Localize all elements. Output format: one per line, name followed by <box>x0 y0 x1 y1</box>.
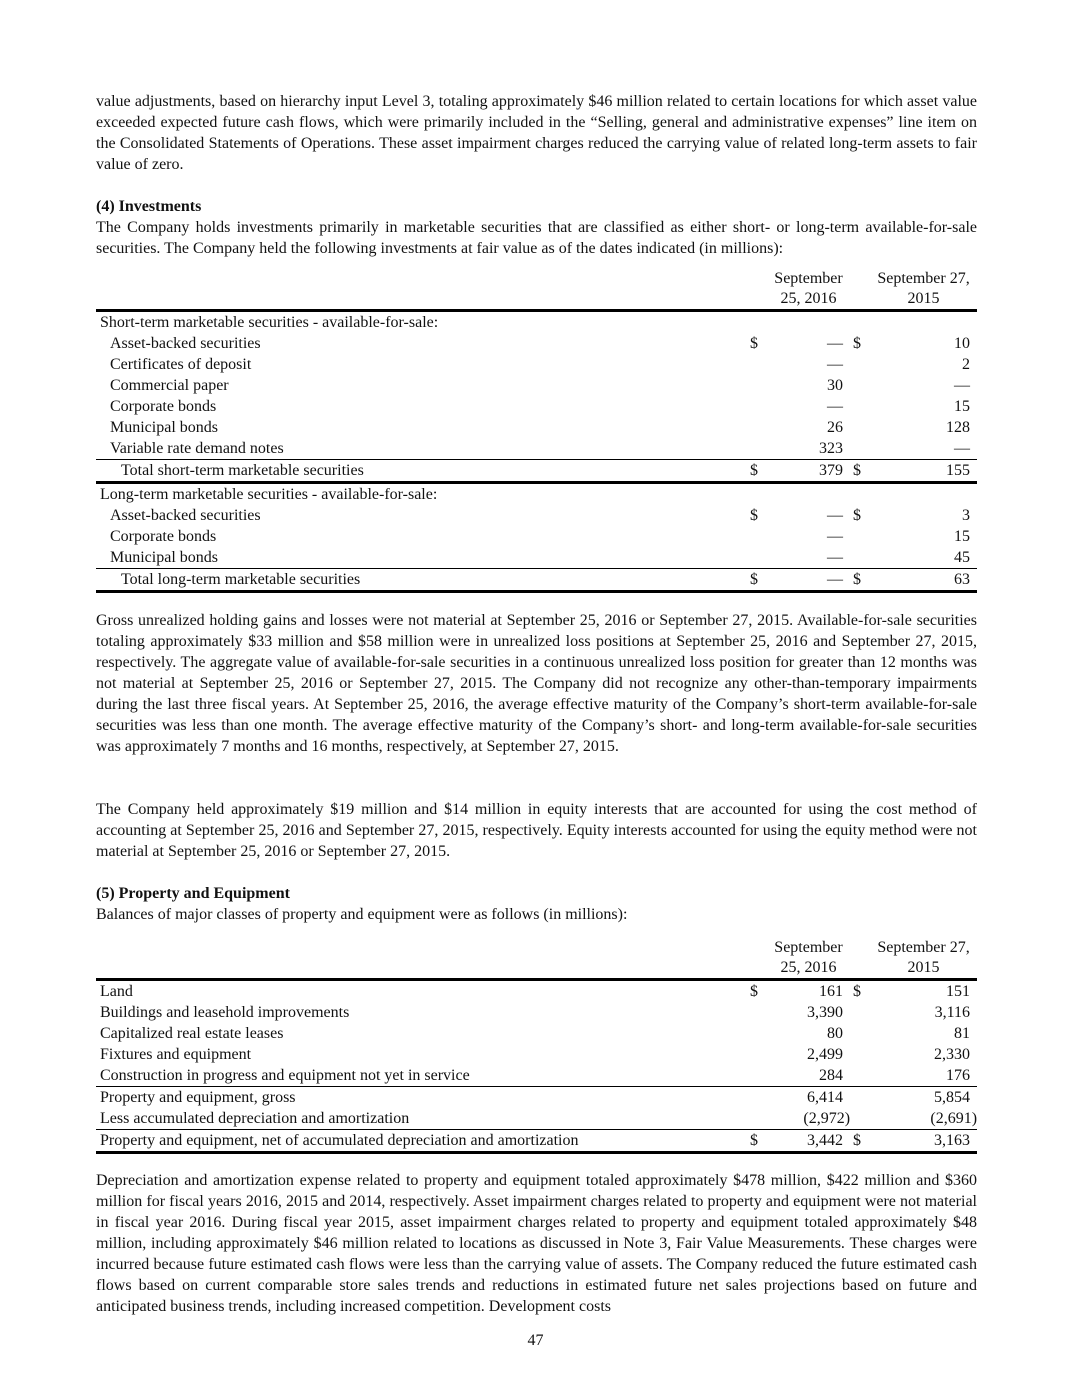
short-term-total-v2: 155 <box>870 460 977 483</box>
row-value-1: 284 <box>819 1067 844 1084</box>
long-term-total-cur2: $ <box>850 569 870 592</box>
row-label: Municipal bonds <box>110 419 218 436</box>
row-label: Capitalized real estate leases <box>100 1025 284 1042</box>
prop-less-cur1 <box>747 1108 767 1130</box>
row-currency-1: $ <box>750 507 758 524</box>
row-currency-2: $ <box>850 980 870 1003</box>
investments-table <box>96 269 977 593</box>
table-row <box>96 354 977 375</box>
row-currency-1 <box>747 354 767 375</box>
prop-net-v2: 3,163 <box>870 1130 977 1153</box>
row-value-1: — <box>827 356 844 373</box>
investments-paragraph-1: Gross unrealized holding gains and losses were not material at September 25, 2016 or September 27, 2015. Available-for-sale securities totaling approximately $33 million and $58 million were in unrealized loss positions at September 25, 2016 and September 27, 2015, respectively. The aggregate value of available-for-sale securities in a continuous unrealized loss position for greater than 12 months was not material at September 25, 2016 or September 27, 2015. The Company did not recognize any other-than-temporary impairments during the last three fiscal years. At September 25, 2016, the average effective maturity of the Company’s short-term available-for-sale securities was less than one month. The average effective maturity of the Company’s short- and long-term available-for-sale securities was approximately 7 months and 16 months, respectively, at September 27, 2015. <box>96 612 977 755</box>
prop-net-cur1: $ <box>747 1130 767 1153</box>
prop-gross-v1: 6,414 <box>767 1087 850 1109</box>
long-term-header: Long-term marketable securities - available-for-sale: <box>96 483 977 506</box>
row-label: Commercial paper <box>110 377 229 394</box>
row-value-2: 10 <box>954 335 971 352</box>
table-row <box>96 1023 977 1044</box>
table-row <box>96 375 977 396</box>
table-row <box>96 333 977 354</box>
row-currency-2 <box>850 354 870 375</box>
table-row <box>96 438 977 460</box>
row-value-2: — <box>954 377 971 394</box>
short-term-total-v1: 379 <box>767 460 850 483</box>
row-label: Asset-backed securities <box>110 507 261 524</box>
row-currency-2: $ <box>853 335 862 352</box>
row-value-1: — <box>827 528 844 545</box>
long-term-total-v1: — <box>767 569 850 592</box>
row-currency-2 <box>850 396 870 417</box>
investments-paragraph-2: The Company held approximately $19 million and $14 million in equity interests that are accounted for using the cost method of accounting at September 25, 2016 and September 27, 2015, respectively. Equity interests accounted for using the equity method were not material at September 25, 2016 or September 27, 2015. <box>96 801 977 860</box>
prop-less-label: Less accumulated depreciation and amortization <box>100 1110 410 1127</box>
row-value-1: 161 <box>767 980 850 1003</box>
row-value-2: 15 <box>954 528 971 545</box>
row-value-2: — <box>954 440 971 457</box>
row-value-2: 2 <box>962 356 971 373</box>
row-currency-2 <box>850 547 870 569</box>
row-value-2: 81 <box>954 1025 971 1042</box>
row-value-1: 30 <box>827 377 844 394</box>
long-term-total-v2: 63 <box>870 569 977 592</box>
row-value-2: 45 <box>954 549 971 566</box>
row-value-2: 2,330 <box>934 1046 971 1063</box>
table-row <box>96 1044 977 1065</box>
short-term-total-cur1: $ <box>747 460 767 483</box>
prop-net-label: Property and equipment, net of accumulated depreciation and amortization <box>96 1130 747 1153</box>
prop-net-v1: 3,442 <box>767 1130 850 1153</box>
row-currency-1 <box>747 396 767 417</box>
table-row <box>96 1065 977 1087</box>
row-currency-1 <box>747 547 767 569</box>
short-term-total-cur2: $ <box>850 460 870 483</box>
prop-gross-cur2 <box>850 1087 870 1109</box>
prop-col1-header: September 25, 2016 <box>774 939 843 976</box>
row-currency-1 <box>747 1065 767 1087</box>
row-currency-1 <box>747 1002 767 1023</box>
row-label: Fixtures and equipment <box>100 1046 252 1063</box>
table-row <box>96 547 977 569</box>
row-value-1: 2,499 <box>807 1046 844 1063</box>
prop-less-v2: (2,691) <box>930 1110 978 1127</box>
row-value-1: 323 <box>819 440 844 457</box>
row-value-1: 3,390 <box>807 1004 844 1021</box>
long-term-total-cur1: $ <box>747 569 767 592</box>
row-currency-2 <box>850 417 870 438</box>
prop-less-cur2 <box>850 1108 870 1130</box>
row-value-2: 15 <box>954 398 971 415</box>
row-value-2: 128 <box>946 419 971 436</box>
row-value-1: — <box>827 507 844 524</box>
row-currency-2: $ <box>853 507 862 524</box>
row-label: Asset-backed securities <box>110 335 261 352</box>
property-paragraph: Depreciation and amortization expense related to property and equipment totaled approximately $478 million, $422 million and $360 million for fiscal years 2016, 2015 and 2014, respectively. Asset impairment charges related to property and equipment were not material in fiscal year 2016. During fiscal year 2015, asset impairment charges related to property and equipment totaled approximately $48 million, including approximately $46 million related to locations as discussed in Note 3, Fair Value Measurements. These charges were incurred because future estimated cash flows were less than the carrying value of assets. The Company reduced the future estimated cash flows based on current comparable store sales trends and reductions in estimated future net sales projections based on future and anticipated business trends, including increased competition. Development costs <box>96 1172 977 1315</box>
row-value-2: 3,116 <box>934 1004 971 1021</box>
row-label: Land <box>96 980 747 1003</box>
prop-net-cur2: $ <box>850 1130 870 1153</box>
short-term-total-label: Total short-term marketable securities <box>96 460 747 483</box>
row-label: Buildings and leasehold improvements <box>100 1004 350 1021</box>
row-value-1: — <box>827 398 844 415</box>
property-section <box>96 883 977 1154</box>
property-table <box>96 938 977 1154</box>
prop-less-v1: (2,972) <box>803 1110 851 1127</box>
row-value-1: — <box>827 335 844 352</box>
row-currency-2 <box>850 1023 870 1044</box>
row-label: Construction in progress and equipment not yet in service <box>100 1067 470 1084</box>
table-row <box>96 417 977 438</box>
prop-gross-label: Property and equipment, gross <box>96 1087 747 1109</box>
row-currency-2 <box>850 438 870 460</box>
row-currency-1 <box>747 417 767 438</box>
table-row <box>96 526 977 547</box>
short-term-header: Short-term marketable securities - available-for-sale: <box>96 311 977 334</box>
row-value-2: 151 <box>870 980 977 1003</box>
table-row <box>96 396 977 417</box>
row-currency-1: $ <box>747 980 767 1003</box>
row-value-2: 176 <box>946 1067 971 1084</box>
row-currency-2 <box>850 1065 870 1087</box>
row-currency-1 <box>747 1023 767 1044</box>
row-label: Certificates of deposit <box>110 356 252 373</box>
property-intro: Balances of major classes of property and equipment were as follows (in millions): <box>96 906 628 923</box>
intro-paragraph: value adjustments, based on hierarchy input Level 3, totaling approximately $46 million related to certain locations for which asset value exceeded expected future cash flows, which were primarily included in the “Selling, general and administrative expenses” line item on the Consolidated Statements of Operations. These asset impairment charges reduced the carrying value of related long-term assets to fair value of zero. <box>96 93 977 173</box>
row-currency-1 <box>747 375 767 396</box>
row-label: Municipal bonds <box>110 549 218 566</box>
long-term-total-label: Total long-term marketable securities <box>96 569 747 592</box>
row-value-2: 3 <box>962 507 971 524</box>
investments-section <box>96 196 977 593</box>
row-currency-2 <box>850 375 870 396</box>
inv-col2-header: September 27, 2015 <box>877 270 970 307</box>
row-currency-1 <box>747 1044 767 1065</box>
row-value-1: 26 <box>827 419 844 436</box>
row-currency-2 <box>850 1044 870 1065</box>
row-currency-2 <box>850 1002 870 1023</box>
table-row <box>96 505 977 526</box>
page-number: 47 <box>527 1332 544 1349</box>
row-label: Variable rate demand notes <box>110 440 284 457</box>
row-value-1: — <box>827 549 844 566</box>
table-row <box>96 980 977 1003</box>
investments-intro: The Company holds investments primarily in marketable securities that are classified as either short- or long-term available-for-sale securities. The Company held the following investments at fair value as of the dates indicated (in millions): <box>96 219 977 257</box>
prop-gross-v2: 5,854 <box>870 1087 977 1109</box>
property-heading: (5) Property and Equipment <box>96 885 290 902</box>
row-currency-1 <box>747 438 767 460</box>
inv-col1-header: September 25, 2016 <box>774 270 843 307</box>
row-label: Corporate bonds <box>110 528 217 545</box>
table-row <box>96 1002 977 1023</box>
prop-col2-header: September 27, 2015 <box>877 939 970 976</box>
row-label: Corporate bonds <box>110 398 217 415</box>
prop-gross-cur1 <box>747 1087 767 1109</box>
investments-heading: (4) Investments <box>96 198 202 215</box>
row-currency-2 <box>850 526 870 547</box>
row-currency-1: $ <box>750 335 758 352</box>
row-value-1: 80 <box>827 1025 844 1042</box>
row-currency-1 <box>747 526 767 547</box>
